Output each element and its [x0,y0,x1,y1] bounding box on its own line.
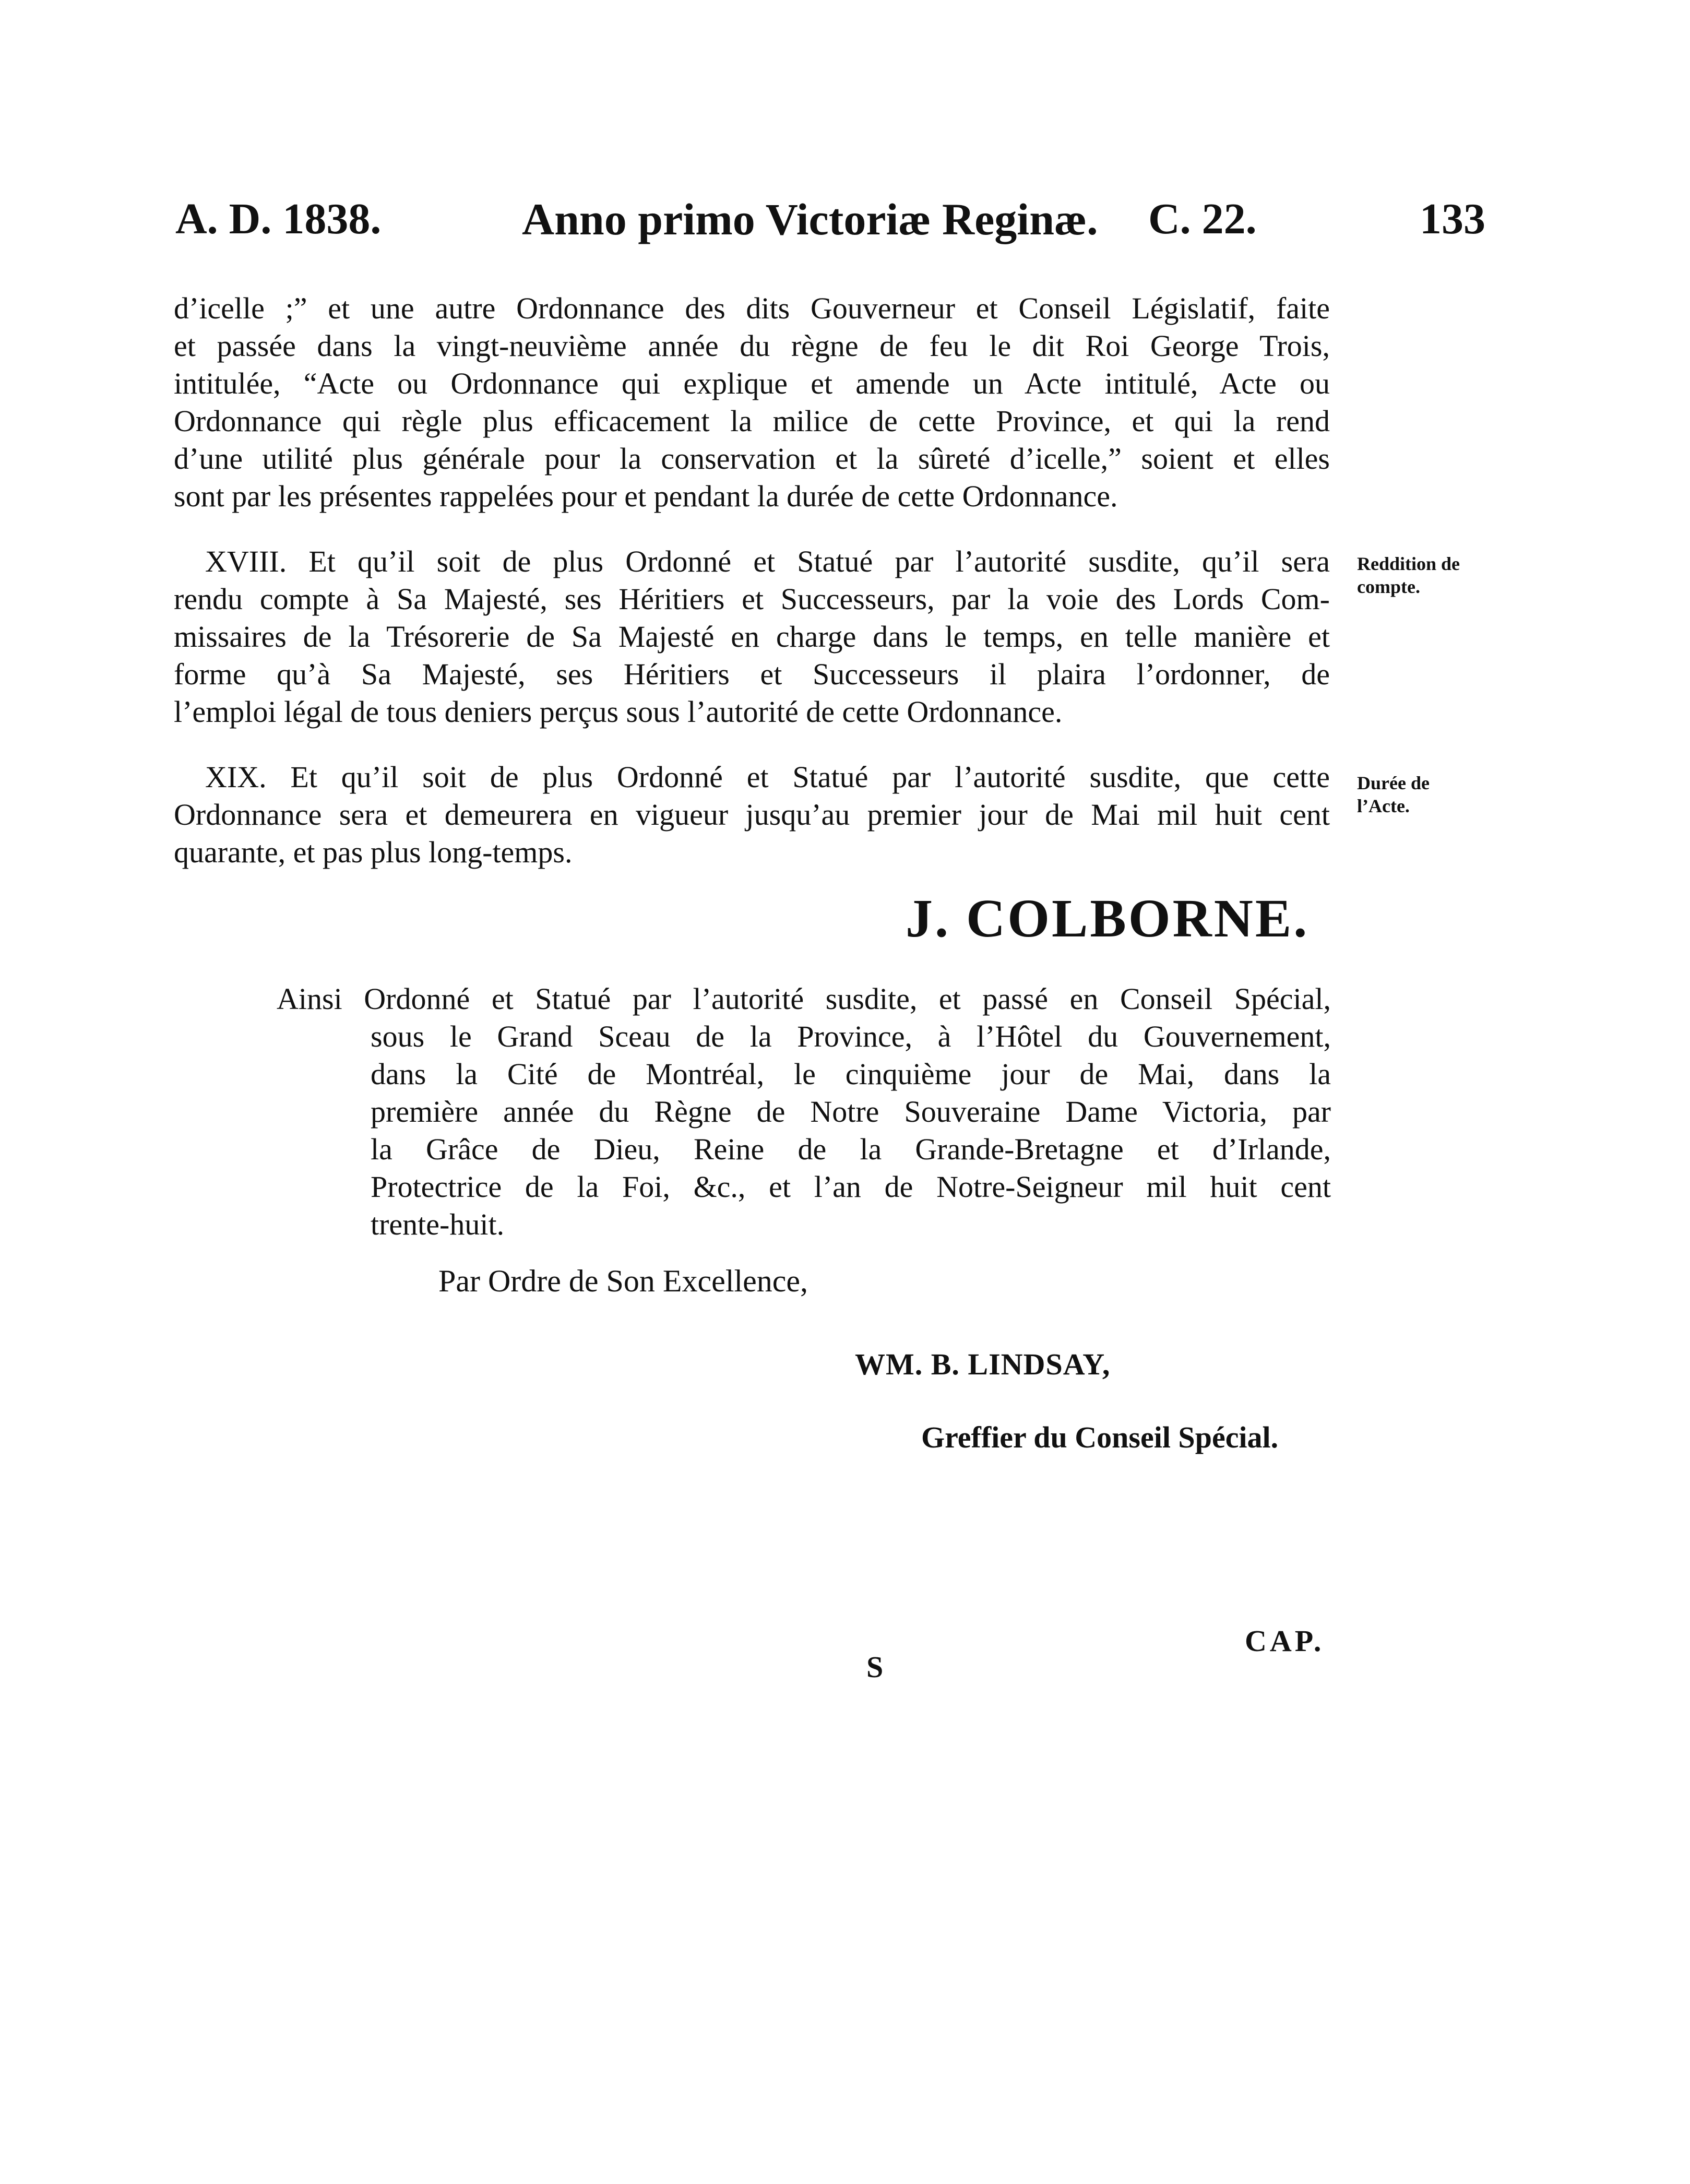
enactment-clause [277,980,1331,1243]
text-line: missaires de la Trésorerie de Sa Majesté en charge dans le temps, en telle manière et [174,620,1330,654]
text-line: d’icelle ;” et une autre Ordonnance des dits Gouverneur et Conseil Législatif, faite [174,291,1330,325]
header-title: Anno primo Victoriæ Reginæ. [522,194,1098,244]
signature-mark: S [866,1650,884,1684]
text-line: Protectrice de la Foi, &c., et l’an de Notre-Seigneur mil huit cent [371,1170,1331,1204]
text-line: intitulée, “Acte ou Ordonnance qui explique et amende un Acte intitulé, Acte ou [174,366,1330,400]
text-line: et passée dans la vingt-neuvième année du règne de feu le dit Roi George Trois, [174,329,1330,363]
text-line: dans la Cité de Montréal, le cinquième jour de Mai, dans la [371,1057,1331,1091]
margin-note-line: Reddition de [1357,553,1460,574]
text-line: forme qu’à Sa Majesté, ses Héritiers et Successeurs il plaira l’ordonner, de [174,657,1330,691]
text-line: Ordonnance sera et demeurera en vigueur jusqu’au premier jour de Mai mil huit cent [174,798,1330,832]
margin-note-reddition [1357,552,1460,598]
paragraph-continuation [174,290,1330,515]
signatory-title: Greffier du Conseil Spécial. [921,1420,1279,1454]
text-line: trente-huit. [371,1207,505,1241]
text-line: première année du Règne de Notre Souveraine Dame Victoria, par [371,1095,1331,1129]
text-line: sont par les présentes rappelées pour et pendant la durée de cette Ordonnance. [174,479,1118,513]
text-line: rendu compte à Sa Majesté, ses Héritiers et Successeurs, par la voie des Lords Com- [174,582,1330,616]
text-line: XVIII. Et qu’il soit de plus Ordonné et Statué par l’autorité susdite, qu’il sera [205,544,1330,578]
text-line: quarante, et pas plus long-temps. [174,835,573,869]
section-xviii [174,543,1330,731]
margin-note-line: l’Acte. [1357,796,1410,816]
text-line: d’une utilité plus générale pour la conservation et la sûreté d’icelle,” soient et elles [174,442,1330,476]
header-chapter: C. 22. [1148,195,1257,243]
section-xix [174,758,1330,871]
header-year: A. D. 1838. [175,195,382,243]
catchword: CAP. [1245,1624,1325,1658]
margin-note-line: Durée de [1357,773,1430,793]
signatory-lindsay: WM. B. LINDSAY, [855,1347,1111,1381]
text-line: la Grâce de Dieu, Reine de la Grande-Bretagne et d’Irlande, [371,1132,1331,1166]
text-line: sous le Grand Sceau de la Province, à l’Hôtel du Gouvernement, [371,1019,1331,1053]
text-line: Ordonnance qui règle plus efficacement la milice de cette Province, et qui la rend [174,404,1330,438]
margin-note-line: compte. [1357,576,1420,597]
page-number: 133 [1420,195,1485,243]
margin-note-duree [1357,771,1430,817]
text-line: l’emploi légal de tous deniers perçus sous l’autorité de cette Ordonnance. [174,695,1063,729]
text-line: Ainsi Ordonné et Statué par l’autorité susdite, et passé en Conseil Spécial, [277,982,1331,1016]
signature-colborne: J. COLBORNE. [906,888,1310,948]
par-ordre-line: Par Ordre de Son Excellence, [438,1264,808,1298]
text-line: XIX. Et qu’il soit de plus Ordonné et Statué par l’autorité susdite, que cette [205,760,1330,794]
